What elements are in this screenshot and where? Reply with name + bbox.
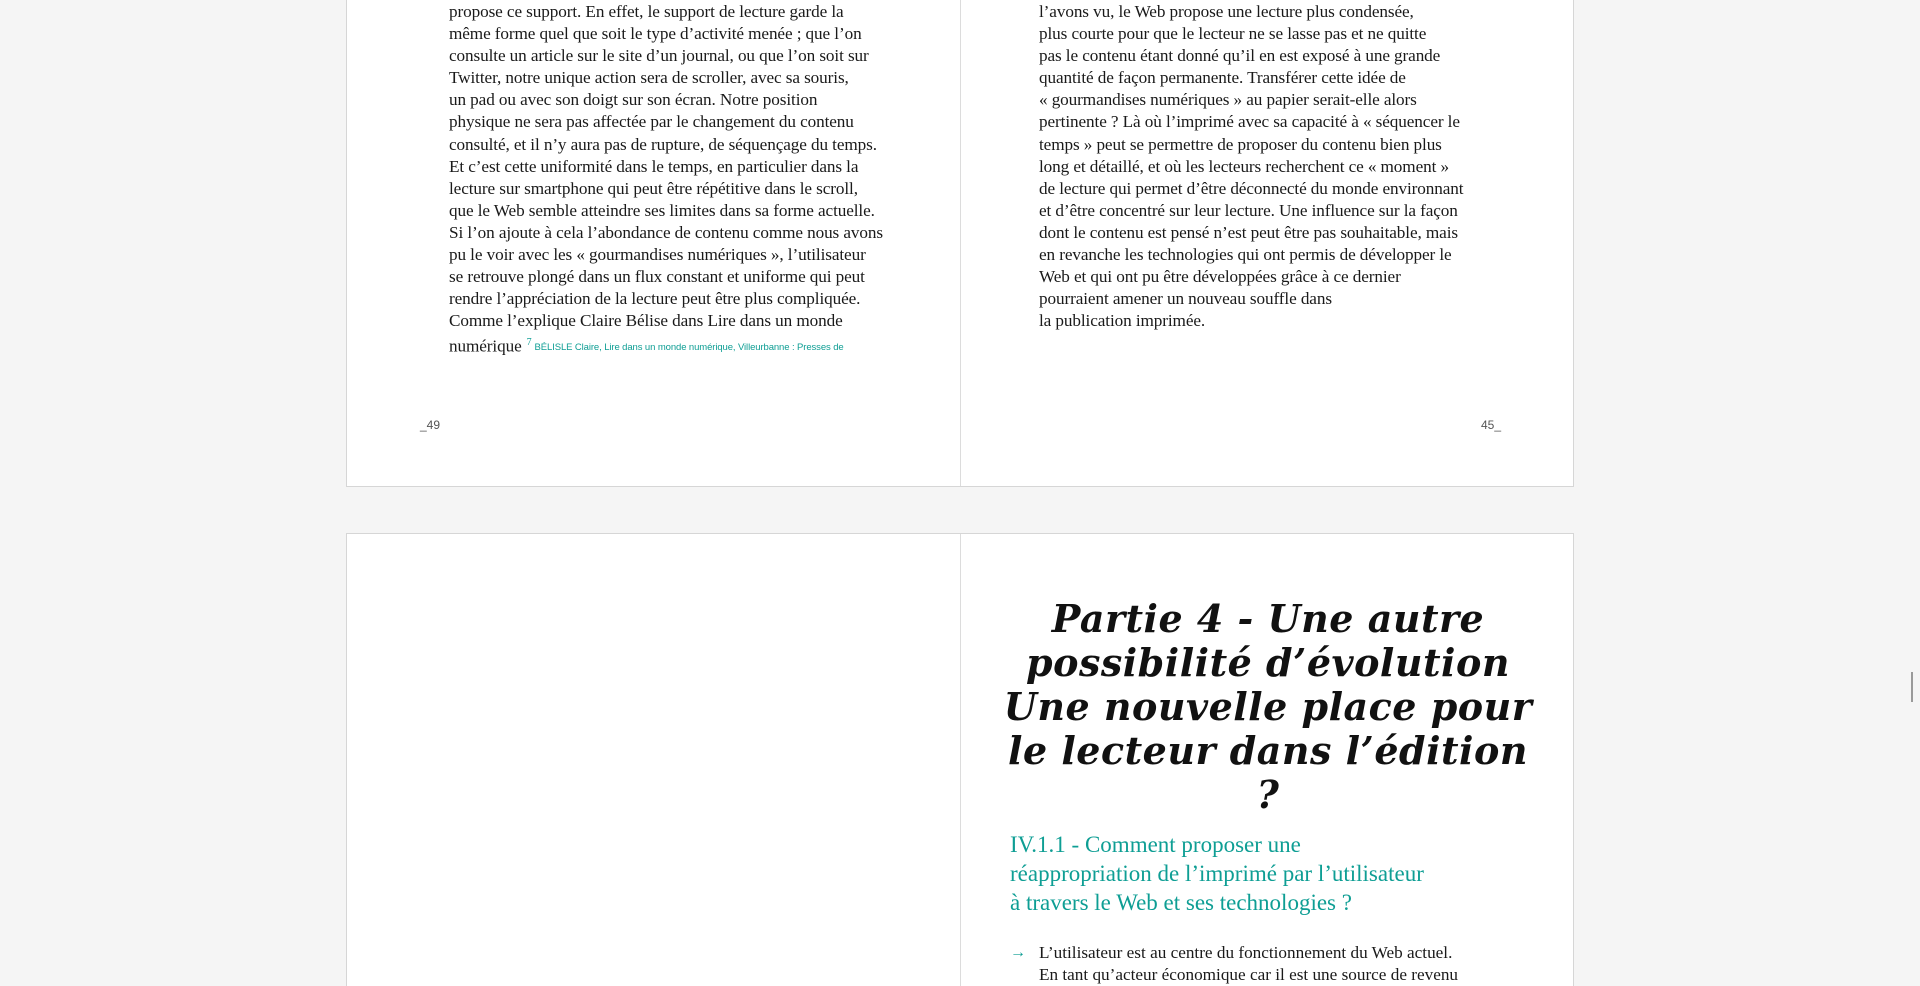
section-heading-line: à travers le Web et ses technologies ? [1010, 890, 1352, 915]
text-line: propose ce support. En effet, le support de lecture garde la [449, 2, 844, 21]
text-line: un pad ou avec son doigt sur son écran. Notre position [449, 90, 818, 110]
page-spread-bottom [346, 533, 1574, 986]
text-line: long et détaillé, et où les lecteurs recherchent ce « moment » [1039, 156, 1449, 176]
arrow-right-icon: → [1010, 944, 1026, 961]
page-left-blank [347, 534, 960, 986]
footnote-text: BÉLISLE Claire, Lire dans un monde numérique, Villeurbanne : Presses de [534, 342, 844, 354]
page-right-part-4 [960, 534, 1573, 986]
body-text-left [449, 1, 883, 359]
text-line: en revanche les technologies qui ont permis de développer le [1039, 245, 1452, 265]
text-line: « gourmandises numériques » au papier serait-elle alors [1039, 90, 1417, 110]
part-title [1001, 597, 1535, 817]
text-line: physique ne sera pas affectée par le changement du contenu [449, 112, 854, 132]
text-line: même forme quel que soit le type d’activité menée ; que l’on [449, 24, 862, 44]
text-line: rendre l’appréciation de la lecture peut être plus compliquée. [449, 289, 861, 309]
text-line: lecture sur smartphone qui peut être répétitive dans le scroll, [449, 178, 858, 198]
text-line: que le Web semble atteindre ses limites dans sa forme actuelle. [449, 200, 875, 220]
text-line: Comme l’explique Claire Bélise dans Lire dans un monde [449, 311, 843, 331]
section-heading [1010, 830, 1424, 917]
text-line: la publication imprimée. [1039, 311, 1206, 331]
text-line: Web et qui ont pu être développées grâce à ce dernier [1039, 267, 1401, 287]
text-line: plus courte pour que le lecteur ne se lasse pas et ne quitte [1039, 24, 1427, 44]
text-line: consulté, et il n’y aura pas de rupture, de séquençage du temps. [449, 134, 877, 154]
part-title-line: possibilité d’évolution [1026, 640, 1510, 685]
text-line: En tant qu’acteur économique car il est une source de revenu [1039, 965, 1459, 985]
part-title-line: Partie 4 - Une autre [1051, 596, 1485, 641]
text-line: temps » peut se permettre de proposer du contenu bien plus [1039, 134, 1442, 154]
page-right-45 [960, 0, 1573, 486]
part-title-line: le lecteur dans l’édition ? [1008, 728, 1528, 817]
text-line: pas le contenu étant donné qu’il en est exposé à une grande [1039, 46, 1441, 66]
section-heading-line: réappropriation de l’imprimé par l’utilisateur [1010, 861, 1424, 886]
page-spread-top [346, 0, 1574, 487]
bullet-text [1039, 942, 1458, 986]
text-line: de lecture qui permet d’être déconnecté du monde environnant [1039, 178, 1464, 198]
text-line: pertinente ? Là où l’imprimé avec sa capacité à « séquencer le [1039, 112, 1460, 132]
text-line: pourraient amener un nouveau souffle dans [1039, 289, 1332, 309]
text-line: Et c’est cette uniformité dans le temps, en particulier dans la [449, 156, 859, 176]
text-line: consulte un article sur le site d’un journal, ou que l’on soit sur [449, 46, 869, 66]
text-line: l’avons vu, le Web propose une lecture plus condensée, [1039, 2, 1414, 21]
text-line: Si l’on ajoute à cela l’abondance de contenu comme nous avons [449, 222, 883, 242]
text-line: pu le voir avec les « gourmandises numériques », l’utilisateur [449, 245, 866, 265]
text-last-line: numérique [449, 337, 522, 357]
page-left-49 [347, 0, 960, 486]
text-line: quantité de façon permanente. Transférer cette idée de [1039, 68, 1406, 88]
part-title-line: Une nouvelle place pour [1003, 684, 1533, 729]
footnote-call[interactable]: 7 [526, 337, 532, 349]
body-text-right [1039, 1, 1463, 332]
page-number-right: 45_ [1480, 418, 1501, 432]
text-line: et d’être concentré sur leur lecture. Une influence sur la façon [1039, 200, 1458, 220]
text-line: L’utilisateur est au centre du fonctionnement du Web actuel. [1039, 943, 1453, 962]
text-line-with-footnote [449, 332, 883, 359]
text-line: Twitter, notre unique action sera de scroller, avec sa souris, [449, 68, 849, 88]
text-line: se retrouve plongé dans un flux constant et uniforme qui peut [449, 267, 865, 287]
text-line: dont le contenu est pensé n’est peut être pas souhaitable, mais [1039, 222, 1458, 242]
page-number-left: _49 [420, 418, 441, 432]
scrollbar-thumb[interactable] [1911, 672, 1913, 702]
section-heading-line: IV.1.1 - Comment proposer une [1010, 832, 1301, 857]
